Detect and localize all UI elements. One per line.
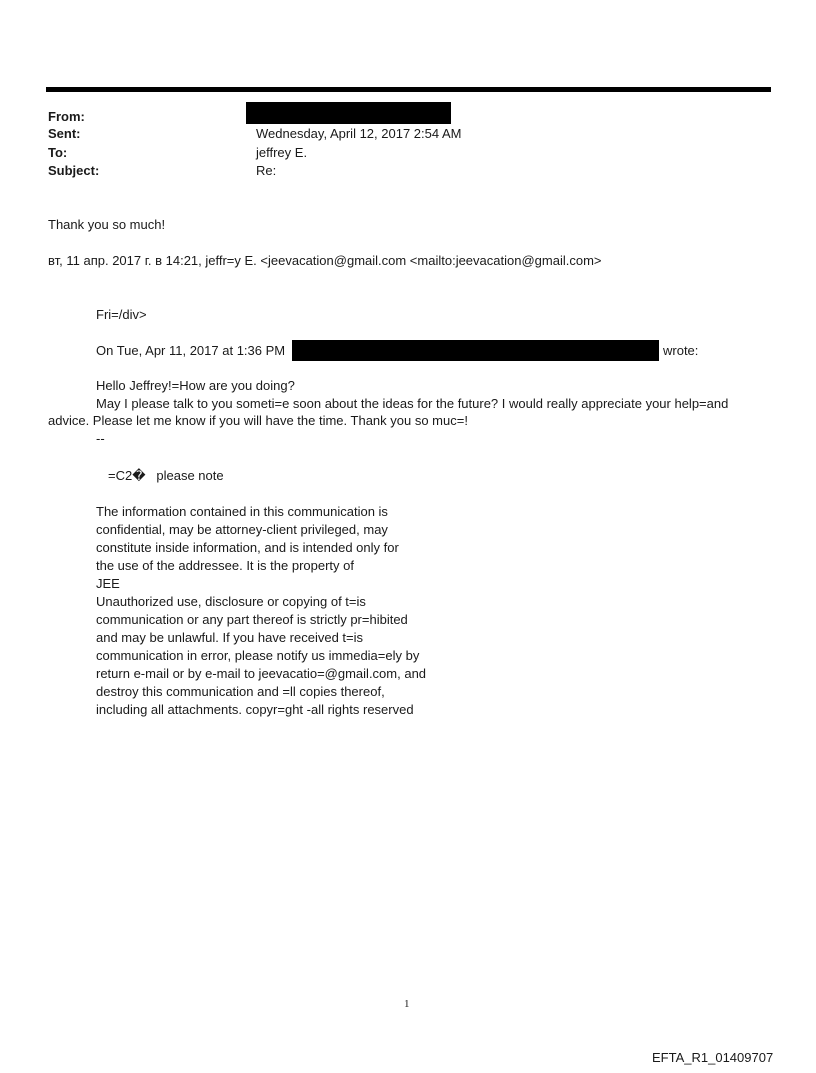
please-note-line: =C2� please note [108, 468, 224, 483]
disclaimer-line: communication or any part thereof is strictly pr=hibited [96, 612, 408, 627]
on-tue-line: On Tue, Apr 11, 2017 at 1:36 PM [96, 343, 286, 358]
to-label: To: [48, 145, 68, 160]
disclaimer-block [96, 503, 426, 719]
hello-line: Hello Jeffrey!=How are you doing? [96, 378, 295, 393]
disclaimer-line: Unauthorized use, disclosure or copying of t=is [96, 594, 366, 609]
disclaimer-line: confidential, may be attorney-client privileged, may [96, 522, 388, 537]
signature-dashes: -- [96, 431, 105, 446]
disclaimer-line: including all attachments. copyr=ght -all rights reserved [96, 702, 414, 717]
redacted-sender [292, 340, 659, 361]
fri-line: Fri=/div> [96, 307, 147, 322]
disclaimer-line: The information contained in this communication is [96, 504, 388, 519]
quote-header-line: вт, 11 апр. 2017 г. в 14:21, jeffr=y E. <jeevacation@gmail.com <mailto:jeevacation@gmail.com> [48, 253, 602, 268]
disclaimer-line: destroy this communication and =ll copies thereof, [96, 684, 385, 699]
redacted-from [246, 102, 451, 124]
header-rule [46, 87, 771, 92]
to-value: jeffrey E. [256, 145, 308, 160]
page-number: 1 [404, 998, 410, 1010]
disclaimer-line: constitute inside information, and is intended only for [96, 540, 399, 555]
document-id: EFTA_R1_01409707 [652, 1050, 774, 1065]
subject-value: Re: [256, 163, 277, 178]
request-line-2: advice. Please let me know if you will have the time. Thank you so muc=! [48, 413, 468, 428]
disclaimer-line: communication in error, please notify us immedia=ely by [96, 648, 420, 663]
subject-label: Subject: [48, 163, 100, 178]
disclaimer-line: return e-mail or by e-mail to jeevacatio=@gmail.com, and [96, 666, 427, 681]
disclaimer-line: JEE [96, 576, 120, 591]
disclaimer-line: the use of the addressee. It is the property of [96, 558, 354, 573]
request-line-1: May I please talk to you someti=e soon about the ideas for the future? I would really appreciate your help=and [96, 396, 729, 411]
disclaimer-line: and may be unlawful. If you have received t=is [96, 630, 364, 645]
from-label: From: [48, 109, 85, 124]
sent-value: Wednesday, April 12, 2017 2:54 AM [256, 126, 462, 141]
sent-label: Sent: [48, 126, 81, 141]
wrote-text: wrote: [663, 343, 699, 358]
thanks-line: Thank you so much! [48, 217, 166, 232]
